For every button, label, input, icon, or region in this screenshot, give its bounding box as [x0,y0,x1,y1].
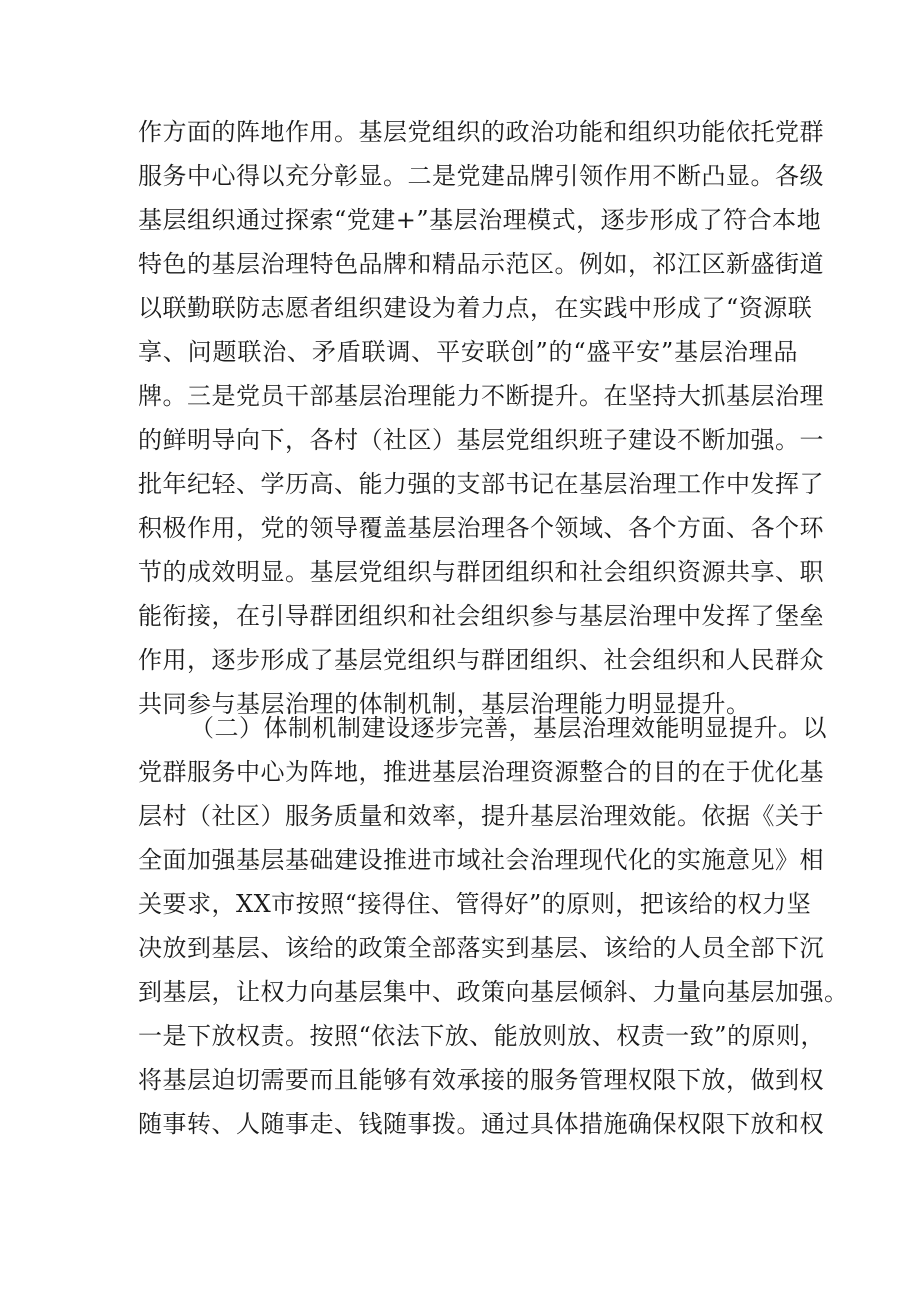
paragraph-line: 将基层迫切需要而且能够有效承接的服务管理权限下放，做到权 [138,1066,824,1094]
section-heading-line: （二）体制机制建设逐步完善，基层治理效能明显提升。以 [190,714,827,742]
paragraph-line: 以联勤联防志愿者组织建设为着力点，在实践中形成了“资源联 [138,294,813,322]
paragraph-1 [138,110,824,726]
paragraph-line: 共同参与基层治理的体制机制，基层治理能力明显提升。 [138,690,751,718]
paragraph-line: 的鲜明导向下，各村（社区）基层党组织班子建设不断加强。一 [138,426,824,454]
paragraph-line: 一是下放权责。按照“依法下放、能放则放、权责一致”的原则， [138,1022,826,1050]
paragraph-line: 全面加强基层基础建设推进市域社会治理现代化的实施意见》相 [138,846,824,874]
paragraph-line: 作用，逐步形成了基层党组织与群团组织、社会组织和人民群众 [138,646,824,674]
paragraph-line: 作方面的阵地作用。基层党组织的政治功能和组织功能依托党群 [138,118,824,146]
paragraph-line: 积极作用，党的领导覆盖基层治理各个领域、各个方面、各个环 [138,514,824,542]
paragraph-line: 关要求，XX市按照“接得住、管得好”的原则，把该给的权力坚 [138,890,812,918]
paragraph-line: 层村（社区）服务质量和效率，提升基层治理效能。依据《关于 [138,802,824,830]
paragraph-line: 节的成效明显。基层党组织与群团组织和社会组织资源共享、职 [138,558,824,586]
paragraph-2 [138,706,849,1146]
paragraph-line: 特色的基层治理特色品牌和精品示范区。例如，祁江区新盛街道 [138,250,824,278]
paragraph-line: 牌。三是党员干部基层治理能力不断提升。在坚持大抓基层治理 [138,382,824,410]
paragraph-line: 享、问题联治、矛盾联调、平安联创”的“盛平安”基层治理品 [138,338,798,366]
paragraph-line: 服务中心得以充分彰显。二是党建品牌引领作用不断凸显。各级 [138,162,824,190]
paragraph-line: 随事转、人随事走、钱随事拨。通过具体措施确保权限下放和权 [138,1110,824,1138]
paragraph-line: 决放到基层、该给的政策全部落实到基层、该给的人员全部下沉 [138,934,824,962]
paragraph-line: 能衔接，在引导群团组织和社会组织参与基层治理中发挥了堡垒 [138,602,824,630]
paragraph-line: 基层组织通过探索“党建+”基层治理模式，逐步形成了符合本地 [138,206,822,234]
paragraph-line: 党群服务中心为阵地，推进基层治理资源整合的目的在于优化基 [138,758,824,786]
paragraph-line: 批年纪轻、学历高、能力强的支部书记在基层治理工作中发挥了 [138,470,824,498]
paragraph-line: 到基层，让权力向基层集中、政策向基层倾斜、力量向基层加强。 [138,978,849,1006]
